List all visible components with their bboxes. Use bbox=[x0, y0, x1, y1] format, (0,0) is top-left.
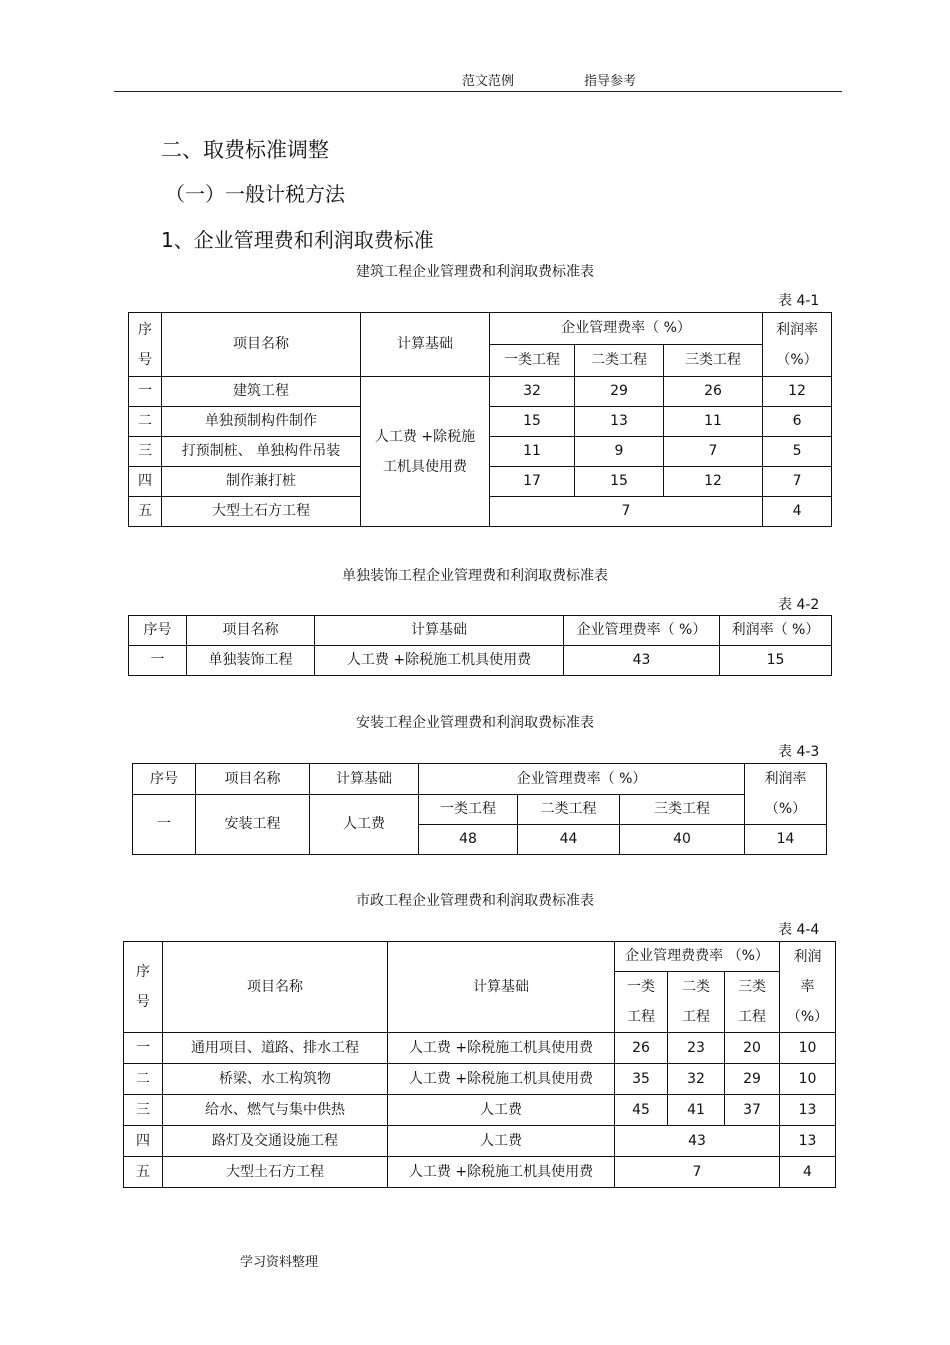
table-cell: 人工费 bbox=[388, 1126, 615, 1157]
table-cell: 12 bbox=[664, 467, 763, 497]
t2-head-mgmt: 企业管理费率（ %） bbox=[564, 616, 720, 646]
cell-text-line: 号 bbox=[138, 351, 152, 368]
cell-text-line: 利润率 bbox=[776, 321, 819, 338]
t2-head-seq: 序号 bbox=[129, 616, 187, 646]
table-cell: 35 bbox=[615, 1064, 668, 1095]
t3-head-name: 项目名称 bbox=[196, 764, 310, 795]
cell-text-line: 号 bbox=[136, 994, 150, 1010]
cell-text-line: 人工费 +除税施 bbox=[374, 428, 476, 445]
table-cell: 5 bbox=[763, 437, 832, 467]
table-cell: 一 bbox=[133, 795, 196, 855]
table-cell: 安装工程 bbox=[196, 795, 310, 855]
table-cell: 43 bbox=[615, 1126, 780, 1157]
table-cell: 44 bbox=[518, 825, 620, 855]
table-cell: 人工费 bbox=[310, 795, 419, 855]
t3-number: 表 4-3 bbox=[778, 744, 820, 760]
table-cell: 人工费 +除税施工机具使用费 bbox=[315, 646, 564, 676]
table-cell: 15 bbox=[720, 646, 832, 676]
table-cell: 路灯及交通设施工程 bbox=[163, 1126, 388, 1157]
table-cell: 7 bbox=[664, 437, 763, 467]
cell-text-line: 二类 bbox=[682, 979, 710, 995]
t2-head-basis: 计算基础 bbox=[315, 616, 564, 646]
table-cell: 三 bbox=[124, 1095, 163, 1126]
table-cell: 40 bbox=[620, 825, 745, 855]
table-row bbox=[124, 1157, 836, 1188]
t4-head-seq bbox=[124, 942, 163, 1033]
t4-head-class1 bbox=[615, 972, 668, 1033]
table-cell: 45 bbox=[615, 1095, 668, 1126]
table-cell: 一 bbox=[124, 1033, 163, 1064]
cell-text-line: 利润率 bbox=[764, 771, 807, 787]
table-cell: 大型土石方工程 bbox=[163, 1157, 388, 1188]
t4-head-name: 项目名称 bbox=[163, 942, 388, 1033]
page-footer: 学习资料整理 bbox=[240, 1255, 319, 1270]
cell-text-line: （%） bbox=[764, 801, 807, 817]
table-row bbox=[124, 1033, 836, 1064]
t3-head-mgmt: 企业管理费率（ %） bbox=[419, 764, 745, 795]
table-cell: 17 bbox=[490, 467, 575, 497]
t2-caption: 单独装饰工程企业管理费和利润取费标准表 bbox=[342, 568, 608, 584]
table-cell: 11 bbox=[490, 437, 575, 467]
item-heading: 1、企业管理费和利润取费标准 bbox=[161, 228, 434, 252]
table-4-4 bbox=[123, 941, 836, 1188]
t3-head-class2: 二类工程 bbox=[518, 795, 620, 825]
table-cell: 人工费 +除税施工机具使用费 bbox=[388, 1064, 615, 1095]
t4-number: 表 4-4 bbox=[778, 922, 820, 938]
table-cell: 三 bbox=[129, 437, 162, 467]
table-cell: 单独装饰工程 bbox=[187, 646, 315, 676]
table-row bbox=[129, 646, 832, 676]
t4-head-class2 bbox=[668, 972, 725, 1033]
cell-text-line: （%） bbox=[776, 351, 818, 368]
table-cell: 14 bbox=[745, 825, 827, 855]
table-cell: 26 bbox=[615, 1033, 668, 1064]
t2-head-name: 项目名称 bbox=[187, 616, 315, 646]
table-cell: 7 bbox=[490, 497, 763, 527]
table-cell: 37 bbox=[725, 1095, 780, 1126]
table-row bbox=[124, 1095, 836, 1126]
table-row bbox=[124, 1126, 836, 1157]
t1-head-name: 项目名称 bbox=[162, 313, 361, 377]
t3-caption: 安装工程企业管理费和利润取费标准表 bbox=[356, 715, 594, 731]
table-cell: 13 bbox=[575, 407, 664, 437]
table-cell: 人工费 +除税施工机具使用费 bbox=[388, 1157, 615, 1188]
table-cell: 6 bbox=[763, 407, 832, 437]
t4-head-class3 bbox=[725, 972, 780, 1033]
table-cell: 建筑工程 bbox=[162, 377, 361, 407]
table-cell: 人工费 bbox=[388, 1095, 615, 1126]
table-cell: 单独预制构件制作 bbox=[162, 407, 361, 437]
table-cell: 23 bbox=[668, 1033, 725, 1064]
section-heading: 二、取费标准调整 bbox=[161, 138, 329, 162]
cell-text-line: （%） bbox=[786, 1009, 829, 1025]
table-cell: 13 bbox=[780, 1126, 836, 1157]
table-cell: 四 bbox=[124, 1126, 163, 1157]
table-cell: 20 bbox=[725, 1033, 780, 1064]
cell-text-line: 序 bbox=[136, 964, 150, 980]
table-cell: 29 bbox=[575, 377, 664, 407]
table-cell: 一 bbox=[129, 377, 162, 407]
t1-head-basis: 计算基础 bbox=[361, 313, 490, 377]
table-cell: 通用项目、道路、排水工程 bbox=[163, 1033, 388, 1064]
table-cell: 15 bbox=[490, 407, 575, 437]
table-cell: 人工费 +除税施工机具使用费 bbox=[388, 1033, 615, 1064]
table-cell: 48 bbox=[419, 825, 518, 855]
t4-head-mgmt: 企业管理费费率 （%） bbox=[615, 942, 780, 972]
table-cell: 15 bbox=[575, 467, 664, 497]
table-cell: 桥梁、水工构筑物 bbox=[163, 1064, 388, 1095]
t1-head-class3: 三类工程 bbox=[664, 345, 763, 377]
subsection-heading: （一）一般计税方法 bbox=[165, 182, 345, 206]
table-cell: 4 bbox=[780, 1157, 836, 1188]
cell-text-line: 利润 bbox=[793, 949, 822, 965]
t1-head-profit bbox=[763, 313, 832, 377]
t3-head-class3: 三类工程 bbox=[620, 795, 745, 825]
table-cell: 二 bbox=[124, 1064, 163, 1095]
t2-number: 表 4-2 bbox=[778, 597, 820, 613]
cell-text-line: 率 bbox=[800, 979, 815, 995]
table-cell: 打预制桩、 单独构件吊装 bbox=[162, 437, 361, 467]
cell-text-line: 一类 bbox=[627, 979, 655, 995]
cell-text-line: 工程 bbox=[682, 1009, 710, 1025]
table-cell: 给水、燃气与集中供热 bbox=[163, 1095, 388, 1126]
cell-text-line: 工程 bbox=[627, 1009, 655, 1025]
table-cell: 大型土石方工程 bbox=[162, 497, 361, 527]
table-cell: 一 bbox=[129, 646, 187, 676]
t1-number: 表 4-1 bbox=[778, 293, 820, 309]
t1-head-seq bbox=[129, 313, 162, 377]
t2-head-profit: 利润率（ %） bbox=[720, 616, 832, 646]
t3-head-seq: 序号 bbox=[133, 764, 196, 795]
table-4-1 bbox=[128, 312, 832, 527]
table-row bbox=[124, 1064, 836, 1095]
table-cell: 4 bbox=[763, 497, 832, 527]
table-cell: 32 bbox=[490, 377, 575, 407]
cell-text-line: 工机具使用费 bbox=[383, 458, 467, 475]
t3-head-class1: 一类工程 bbox=[419, 795, 518, 825]
t4-caption: 市政工程企业管理费和利润取费标准表 bbox=[356, 893, 594, 909]
t3-head-profit bbox=[745, 764, 827, 825]
table-cell: 7 bbox=[615, 1157, 780, 1188]
table-cell: 7 bbox=[763, 467, 832, 497]
t1-head-mgmt: 企业管理费率（ %） bbox=[490, 313, 763, 345]
t3-head-basis: 计算基础 bbox=[310, 764, 419, 795]
table-cell: 29 bbox=[725, 1064, 780, 1095]
header-left: 范文范例 bbox=[462, 74, 515, 89]
t1-basis-merged bbox=[361, 377, 490, 527]
table-cell: 11 bbox=[664, 407, 763, 437]
table-cell: 四 bbox=[129, 467, 162, 497]
table-cell: 13 bbox=[780, 1095, 836, 1126]
table-cell: 10 bbox=[780, 1033, 836, 1064]
table-cell: 二 bbox=[129, 407, 162, 437]
t1-head-class2: 二类工程 bbox=[575, 345, 664, 377]
cell-text-line: 三类 bbox=[738, 979, 766, 995]
header-right: 指导参考 bbox=[584, 74, 637, 89]
table-cell: 26 bbox=[664, 377, 763, 407]
t4-head-basis: 计算基础 bbox=[388, 942, 615, 1033]
table-4-3 bbox=[132, 763, 827, 855]
table-cell: 12 bbox=[763, 377, 832, 407]
table-cell: 32 bbox=[668, 1064, 725, 1095]
t1-head-class1: 一类工程 bbox=[490, 345, 575, 377]
cell-text-line: 序 bbox=[138, 321, 152, 338]
table-cell: 43 bbox=[564, 646, 720, 676]
cell-text-line: 工程 bbox=[738, 1009, 766, 1025]
table-4-2 bbox=[128, 615, 832, 676]
table-cell: 41 bbox=[668, 1095, 725, 1126]
table-row bbox=[129, 377, 832, 407]
t4-head-profit bbox=[780, 942, 836, 1033]
t1-caption: 建筑工程企业管理费和利润取费标准表 bbox=[356, 264, 594, 280]
table-cell: 五 bbox=[129, 497, 162, 527]
header-rule bbox=[114, 91, 842, 92]
table-cell: 五 bbox=[124, 1157, 163, 1188]
table-cell: 制作兼打桩 bbox=[162, 467, 361, 497]
table-cell: 9 bbox=[575, 437, 664, 467]
table-cell: 10 bbox=[780, 1064, 836, 1095]
